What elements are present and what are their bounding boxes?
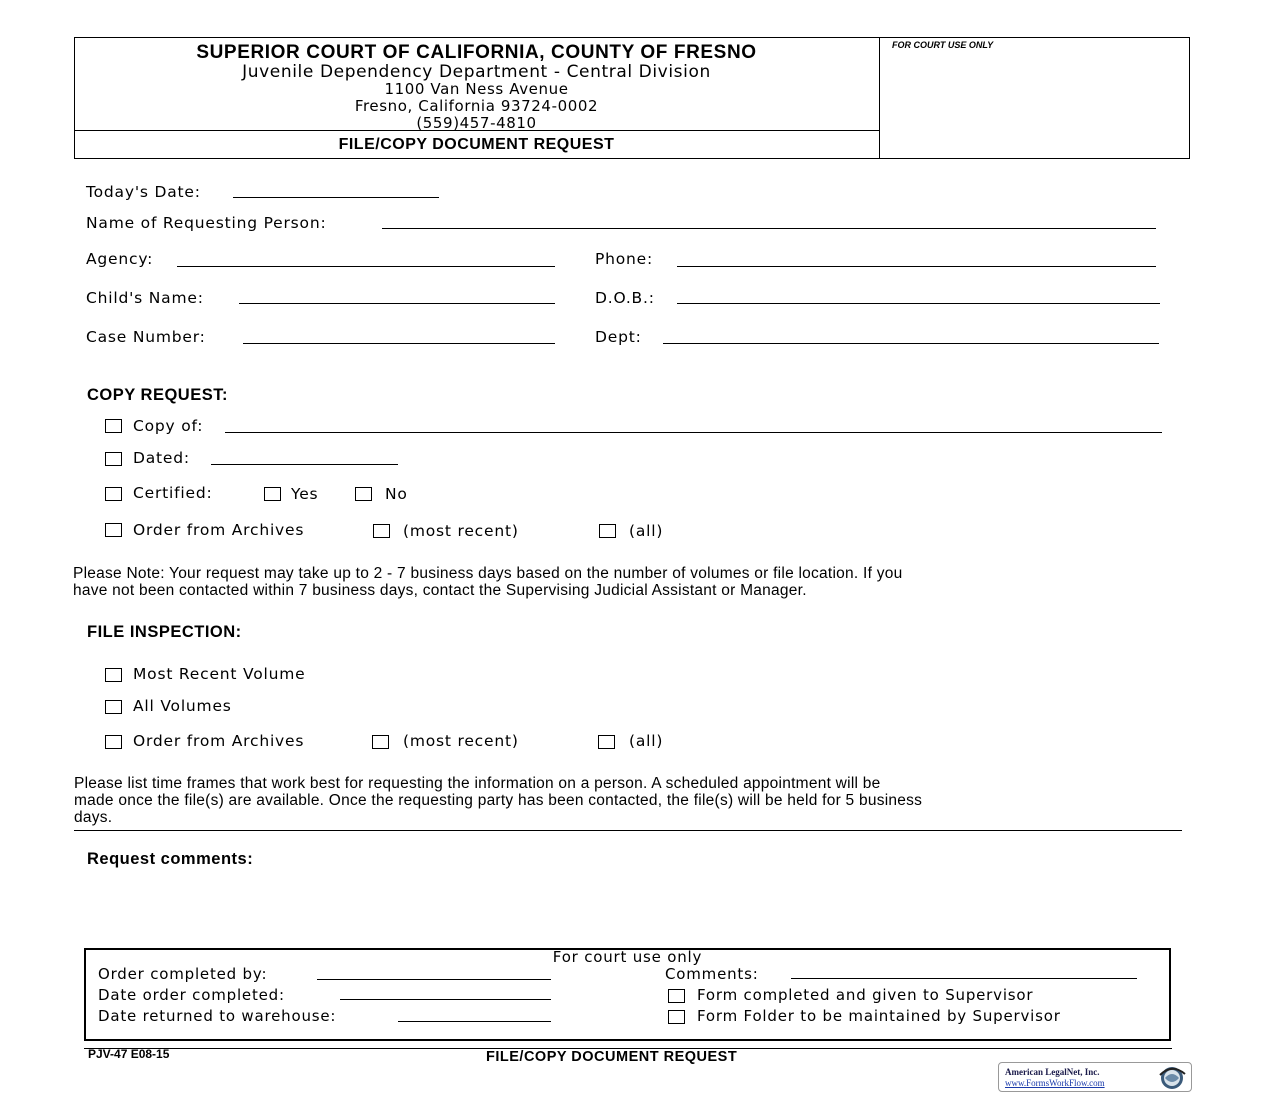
order-completed-by-field[interactable]	[317, 979, 551, 980]
dept-field[interactable]	[663, 343, 1159, 344]
american-legalnet-logo[interactable]	[998, 1062, 1192, 1092]
court-phone: (559)457-4810	[416, 114, 537, 132]
copy-archives-label: Order from Archives	[133, 521, 305, 539]
date-returned-field[interactable]	[398, 1021, 551, 1022]
agency-field[interactable]	[177, 266, 555, 267]
court-address-line1: 1100 Van Ness Avenue	[384, 80, 569, 98]
todays-date-field[interactable]	[233, 197, 439, 198]
court-address-line2: Fresno, California 93724-0002	[354, 97, 599, 115]
form-id: PJV-47 E08-15	[88, 1047, 170, 1061]
court-comments-field[interactable]	[791, 978, 1137, 979]
phone-field[interactable]	[677, 266, 1156, 267]
dept-label: Dept:	[595, 328, 642, 346]
inspect-most-recent-label: (most recent)	[403, 732, 519, 750]
certified-yes-checkbox[interactable]	[264, 487, 281, 501]
dob-field[interactable]	[677, 303, 1160, 304]
certified-no-checkbox[interactable]	[355, 487, 372, 501]
case-number-field[interactable]	[243, 343, 555, 344]
agency-label: Agency:	[86, 250, 154, 268]
copy-all-checkbox[interactable]	[599, 524, 616, 538]
time-frames-note-line2: made once the file(s) are available. Once the requesting party has been contacted, the file(s) will be held for 5 business	[74, 792, 923, 809]
footer-title: FILE/COPY DOCUMENT REQUEST	[486, 1049, 738, 1065]
requesting-person-field[interactable]	[382, 228, 1156, 229]
court-department: Juvenile Dependency Department - Central Division	[242, 62, 711, 82]
form-folder-checkbox[interactable]	[668, 1010, 685, 1024]
date-order-completed-label: Date order completed:	[98, 986, 285, 1004]
court-use-title: For court use only	[552, 948, 703, 966]
globe-icon	[1155, 1065, 1189, 1095]
inspect-most-recent-checkbox[interactable]	[372, 735, 389, 749]
request-comments-area[interactable]	[87, 874, 1177, 942]
brand-url[interactable]: www.FormsWorkFlow.com	[1005, 1078, 1105, 1088]
copy-of-label: Copy of:	[133, 417, 204, 435]
form-title: FILE/COPY DOCUMENT REQUEST	[74, 131, 880, 159]
childs-name-field[interactable]	[239, 303, 555, 304]
dob-label: D.O.B.:	[595, 289, 655, 307]
most-recent-volume-label: Most Recent Volume	[133, 665, 306, 683]
inspect-all-label: (all)	[629, 732, 664, 750]
court-header	[74, 37, 880, 131]
phone-label: Phone:	[595, 250, 654, 268]
processing-note	[73, 565, 1193, 599]
all-volumes-label: All Volumes	[133, 697, 232, 715]
court-comments-label: Comments:	[665, 965, 759, 983]
copy-all-label: (all)	[629, 522, 664, 540]
section-divider	[74, 830, 1182, 831]
copy-of-checkbox[interactable]	[105, 419, 122, 433]
case-number-label: Case Number:	[86, 328, 206, 346]
certified-checkbox[interactable]	[105, 487, 122, 501]
copy-of-field[interactable]	[225, 432, 1162, 433]
copy-request-heading: COPY REQUEST:	[87, 386, 228, 404]
date-order-completed-field[interactable]	[340, 999, 551, 1000]
processing-note-line1: Please Note: Your request may take up to 2 - 7 business days based on the number of volumes or file location. If you	[73, 565, 903, 582]
certified-no-label: No	[385, 485, 408, 503]
time-frames-note-line3: days.	[74, 809, 113, 826]
inspect-archives-label: Order from Archives	[133, 732, 305, 750]
court-name: SUPERIOR COURT OF CALIFORNIA, COUNTY OF FRESNO	[196, 42, 757, 63]
copy-archives-checkbox[interactable]	[105, 523, 122, 537]
dated-label: Dated:	[133, 449, 190, 467]
childs-name-label: Child's Name:	[86, 289, 204, 307]
time-frames-note-line1: Please list time frames that work best for requesting the information on a person. A scheduled appointment will be	[74, 775, 881, 792]
file-inspection-heading: FILE INSPECTION:	[87, 623, 242, 641]
copy-most-recent-label: (most recent)	[403, 522, 519, 540]
court-use-label: FOR COURT USE ONLY	[892, 40, 994, 50]
order-completed-by-label: Order completed by:	[98, 965, 268, 983]
all-volumes-checkbox[interactable]	[105, 700, 122, 714]
processing-note-line2: have not been contacted within 7 business days, contact the Supervising Judicial Assistant or Manager.	[73, 582, 807, 599]
most-recent-volume-checkbox[interactable]	[105, 668, 122, 682]
brand-name: American LegalNet, Inc.	[1005, 1067, 1100, 1077]
time-frames-note	[74, 775, 1194, 826]
inspect-all-checkbox[interactable]	[598, 735, 615, 749]
certified-yes-label: Yes	[291, 485, 319, 503]
date-returned-label: Date returned to warehouse:	[98, 1007, 337, 1025]
form-completed-checkbox[interactable]	[668, 989, 685, 1003]
request-comments-heading: Request comments:	[87, 850, 254, 868]
dated-checkbox[interactable]	[105, 452, 122, 466]
todays-date-label: Today's Date:	[86, 183, 201, 201]
copy-most-recent-checkbox[interactable]	[373, 524, 390, 538]
form-completed-label: Form completed and given to Supervisor	[697, 986, 1034, 1004]
dated-field[interactable]	[211, 464, 398, 465]
requesting-person-label: Name of Requesting Person:	[86, 214, 327, 232]
certified-label: Certified:	[133, 484, 213, 502]
inspect-archives-checkbox[interactable]	[105, 735, 122, 749]
form-folder-label: Form Folder to be maintained by Supervisor	[697, 1007, 1061, 1025]
